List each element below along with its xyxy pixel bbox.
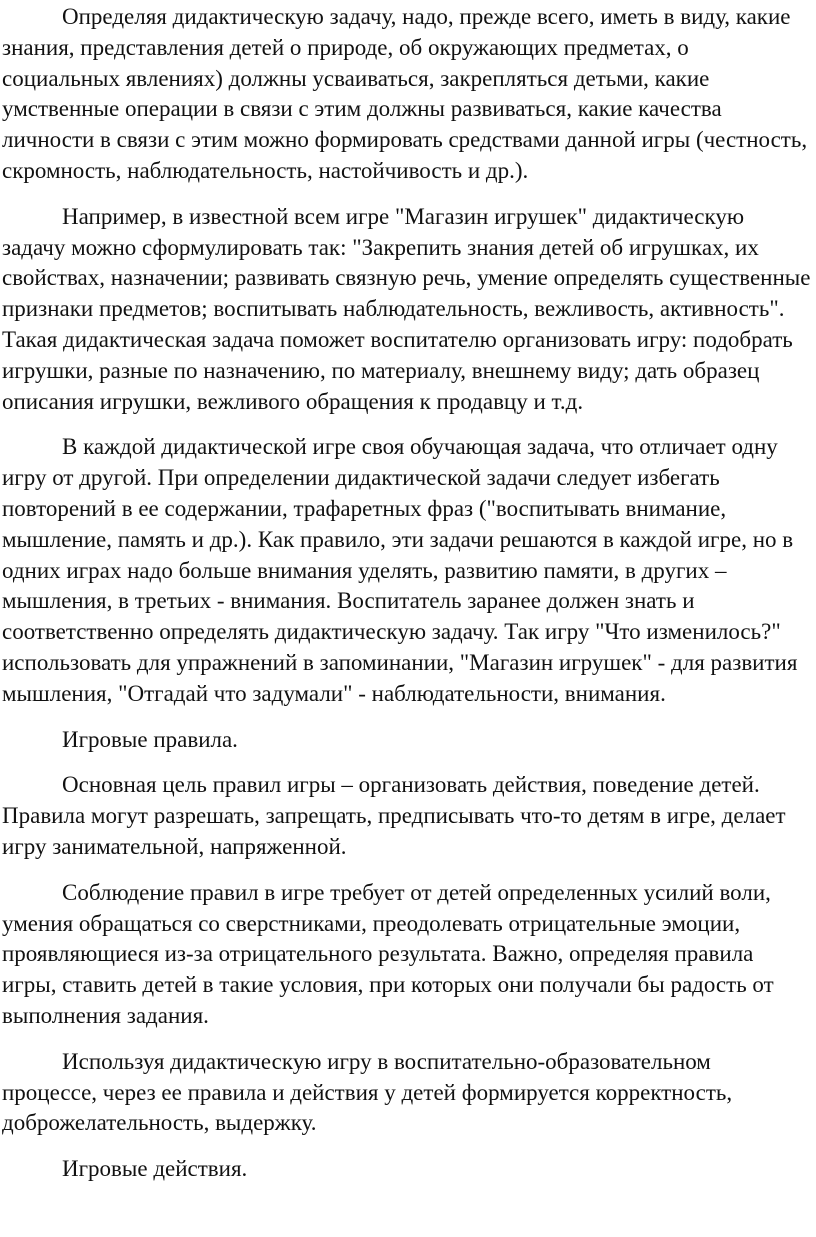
paragraph-toy-shop-example: Например, в известной всем игре "Магазин игрушек" дидактическую задачу можно сформулировать так: "Закрепить знания детей об игрушках, их свойствах, назначении; развивать связную речь, умение определять существенные признаки предметов; воспитывать наблюдательность, вежливость, активность". Такая дидактическая задача поможет воспитателю организовать игру: подобрать игрушки, разные по назначению, по материалу, внешнему виду; дать образец описания игрушки, вежливого обращения к продавцу и т.д. xyxy=(2,203,811,414)
document-page xyxy=(0,2,816,1237)
paragraph-using-didactic-game: Используя дидактическую игру в воспитательно-образовательном процессе, через ее правила и действия у детей формируется корректность, доброжелательность, выдержку. xyxy=(2,1048,733,1136)
paragraph-learning-task: В каждой дидактической игре своя обучающая задача, что отличает одну игру от другой. При определении дидактической задачи следует избегать повторений в ее содержании, трафаретных фраз ("воспитывать внимание, мышление, память и др.). Как правило, эти задачи решаются в каждой игре, но в одних играх надо больше внимания уделять, развитию памяти, в других – мышления, в третьих - внимания. Воспитатель заранее должен знать и соответственно определять дидактическую задачу. Так игру "Что изменилось?" использовать для упражнений в запоминании, "Магазин игрушек" - для развития мышления, "Отгадай что задумали" - наблюдательности, внимания. xyxy=(2,434,798,706)
paragraph-rules-compliance: Соблюдение правил в игре требует от детей определенных усилий воли, умения обращаться со сверстниками, преодолевать отрицательные эмоции, проявляющиеся из-за отрицательного результата. Важно, определяя правила игры, ставить детей в такие условия, при которых они получали бы радость от выполнения задания. xyxy=(2,879,774,1028)
paragraph-didactic-task-definition: Определяя дидактическую задачу, надо, прежде всего, иметь в виду, какие знания, представления детей о природе, об окружающих предметах, о социальных явлениях) должны усваиваться, закрепляться детьми, какие умственные операции в связи с этим должны развиваться, какие качества личности в связи с этим можно формировать средствами данной игры (честность, скромность, наблюдательность, настойчивость и др.). xyxy=(2,4,808,183)
paragraph-rules-purpose: Основная цель правил игры – организовать действия, поведение детей. Правила могут разрешать, запрещать, предписывать что-то детям в игре, делает игру занимательной, напряженной. xyxy=(2,772,786,859)
heading-game-actions: Игровые действия. xyxy=(62,1156,248,1182)
heading-game-rules: Игровые правила. xyxy=(62,726,238,752)
